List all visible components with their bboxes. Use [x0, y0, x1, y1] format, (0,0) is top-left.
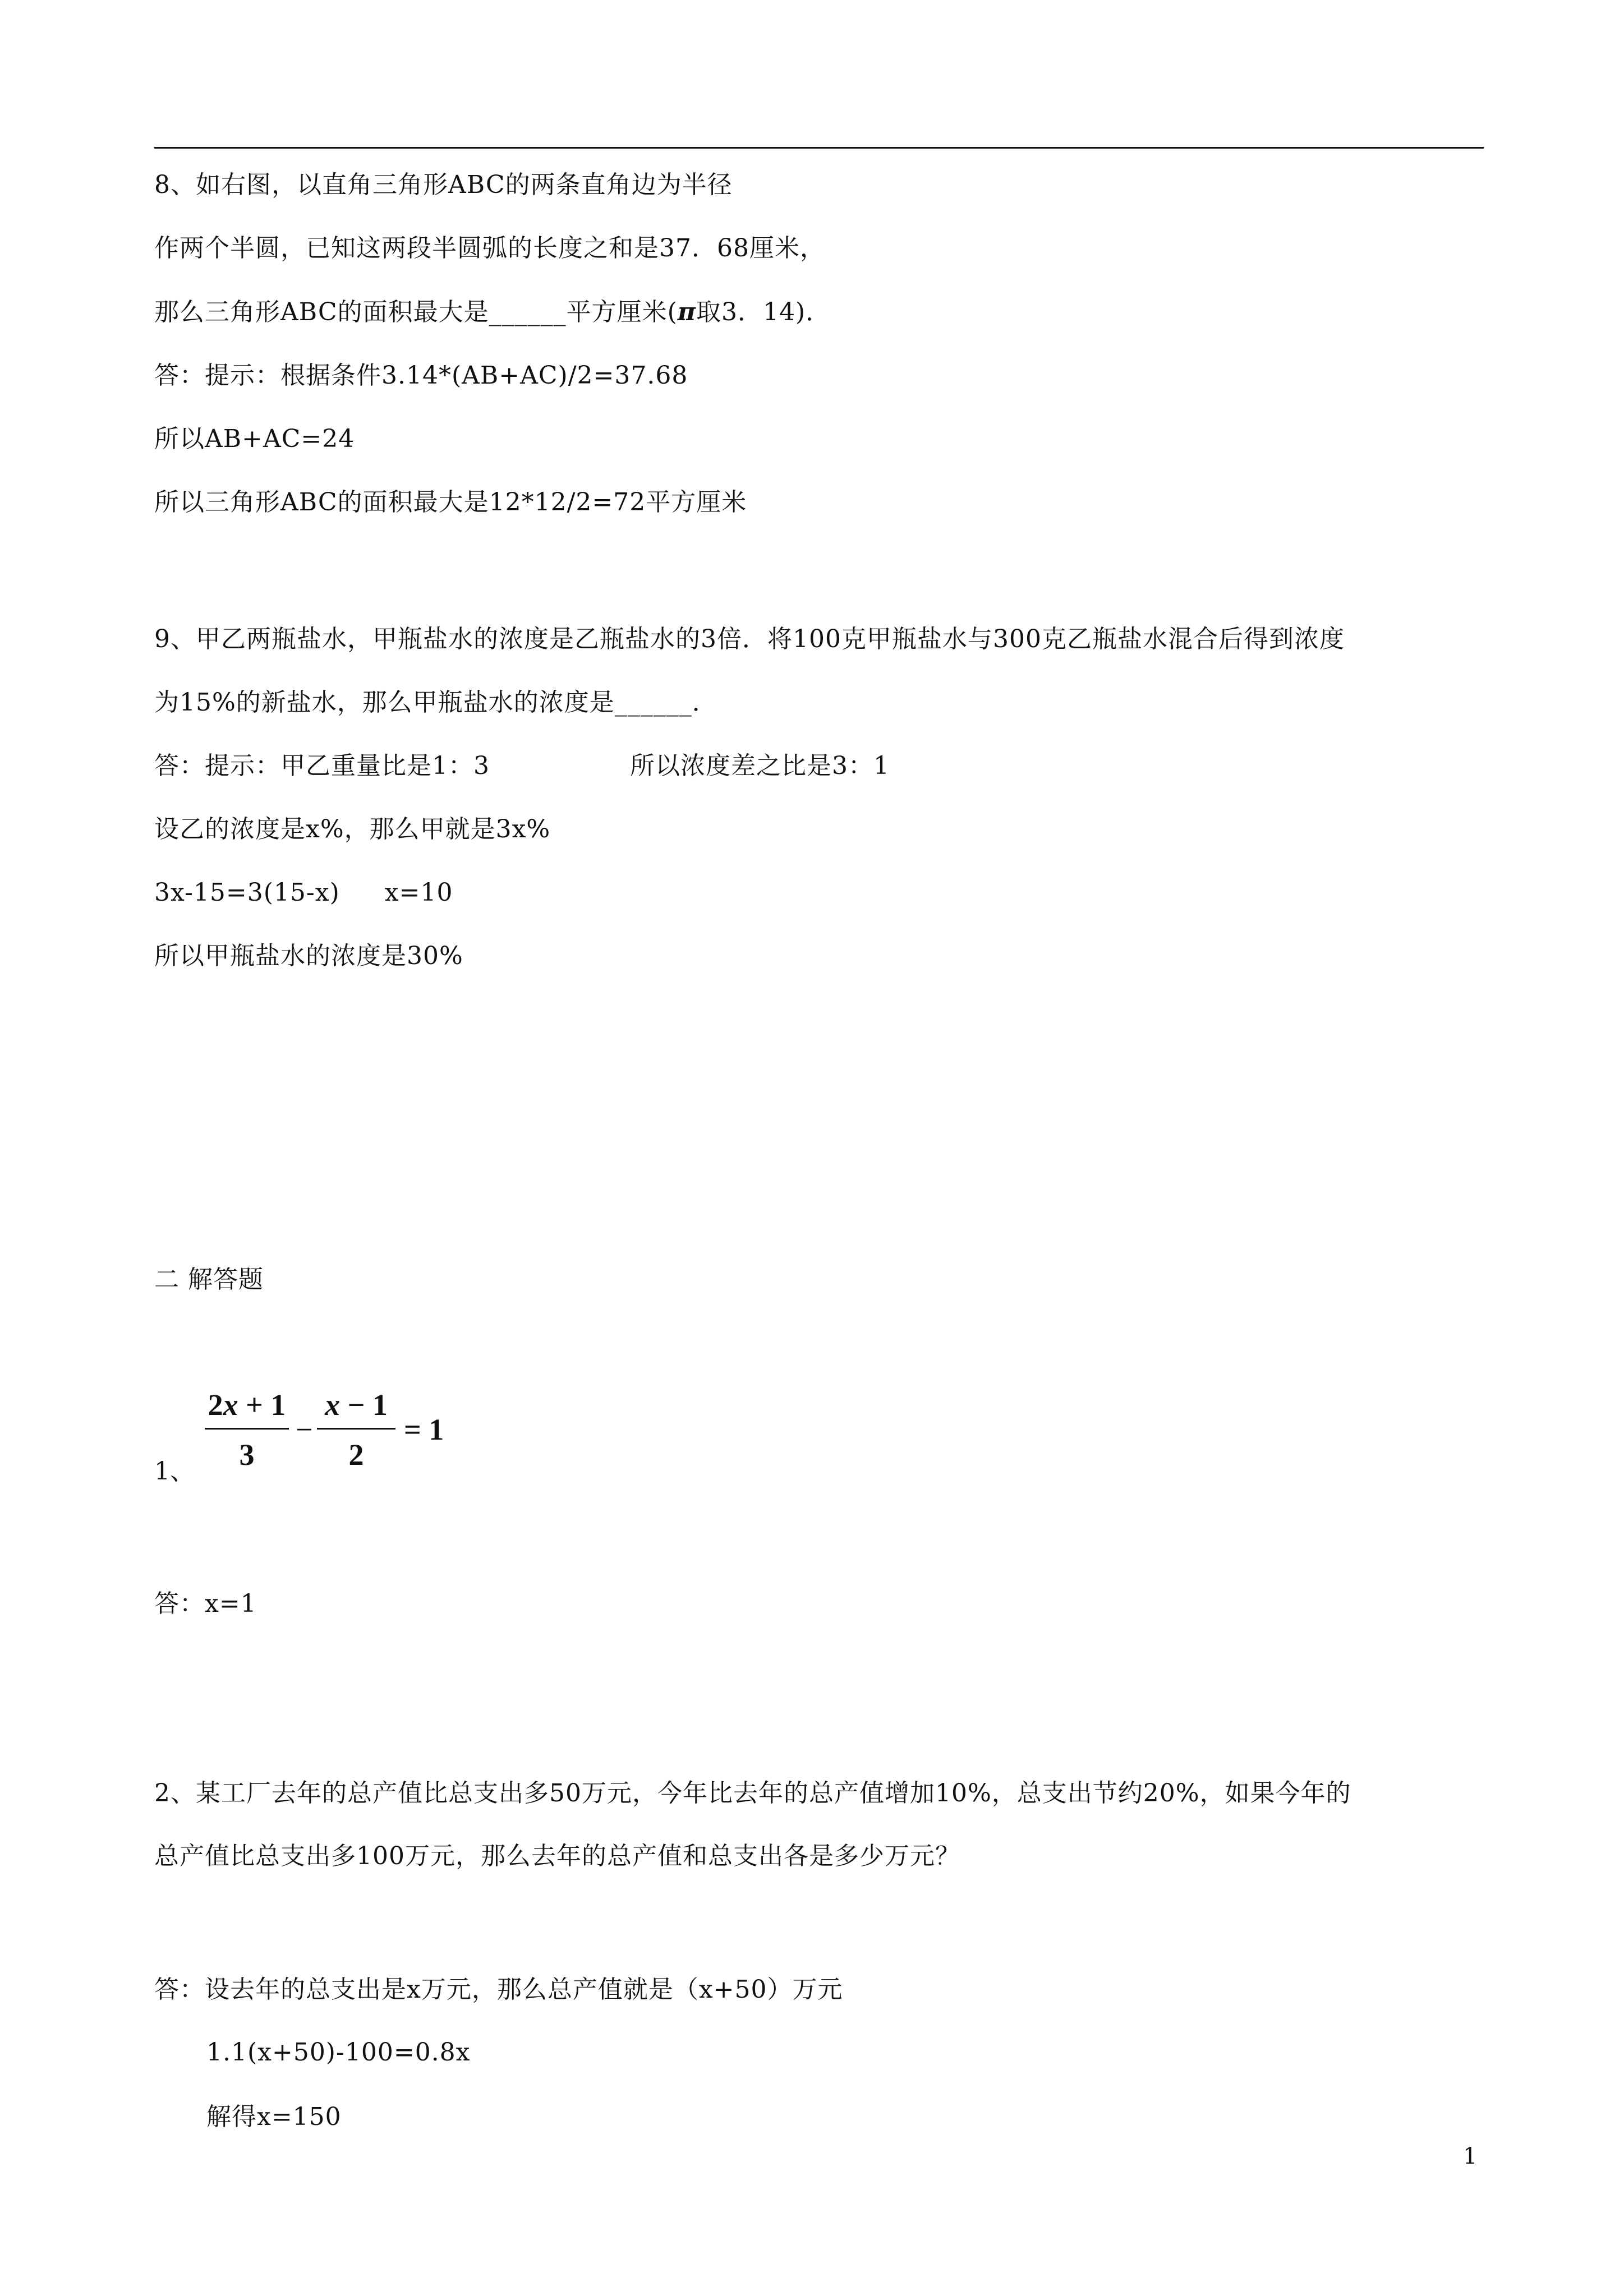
q9-answer-3a: 3x-15=3(15-x) [154, 878, 340, 907]
page-number: 1 [1463, 2143, 1478, 2169]
q8-answer-3: 所以三角形ABC的面积最大是12*12/2=72平方厘米 [154, 488, 747, 517]
fraction-1-bar [205, 1428, 289, 1430]
problem-1-answer: 答：x=1 [154, 1589, 257, 1618]
q9-line-1: 9、甲乙两瓶盐水，甲瓶盐水的浓度是乙瓶盐水的3倍．将100克甲瓶盐水与300克乙瓶盐水混合后得到浓度 [154, 625, 1345, 653]
q9-answer-3 [154, 876, 453, 910]
fraction-1-denominator: 3 [239, 1438, 255, 1472]
fraction-1 [205, 1385, 289, 1474]
problem-1-equation [154, 1385, 603, 1492]
q9-line-2: 为15%的新盐水，那么甲瓶盐水的浓度是______． [154, 688, 717, 717]
problem-1-label: 1、 [154, 1457, 195, 1486]
problem-2-answer-2: 1.1(x+50)-100=0.8x [206, 2038, 471, 2067]
q9-answer-4: 所以甲瓶盐水的浓度是30% [154, 942, 463, 970]
problem-2-answer-1: 答：设去年的总支出是x万元，那么总产值就是（x+50）万元 [154, 1975, 843, 2004]
problem-2-line-2: 总产值比总支出多100万元，那么去年的总产值和总支出各是多少万元？ [154, 1842, 960, 1870]
q8-line-3 [154, 296, 831, 329]
q8-line-3-post: 取3．14)． [696, 298, 831, 326]
q9-answer-2: 设乙的浓度是x%，那么甲就是3x% [154, 815, 551, 843]
problem-2-answer-3: 解得x=150 [206, 2103, 342, 2131]
fraction-2 [317, 1385, 395, 1474]
q9-answer-1b: 所以浓度差之比是3：1 [630, 751, 890, 780]
fraction-2-denominator: 2 [348, 1438, 364, 1472]
pi-symbol: π [677, 298, 696, 326]
q9-answer-3b: x=10 [384, 878, 453, 907]
q8-line-3-pre: 那么三角形ABC的面积最大是______平方厘米( [154, 298, 678, 326]
q8-answer-1: 答：提示：根据条件3.14*(AB+AC)/2=37.68 [154, 361, 688, 390]
q8-line-1: 8、如右图，以直角三角形ABC的两条直角边为半径 [154, 170, 733, 199]
minus-sign: − [296, 1413, 313, 1446]
problem-2-line-1: 2、某工厂去年的总产值比总支出多50万元，今年比去年的总产值增加10%，总支出节约20%，如果今年的 [154, 1779, 1351, 1808]
q9-answer-1 [154, 749, 890, 783]
fraction-2-numerator: x − 1 [325, 1388, 388, 1422]
equals-one: = 1 [404, 1413, 444, 1446]
section-heading: 二 解答题 [154, 1265, 264, 1294]
header-rule [154, 147, 1484, 149]
q8-answer-2: 所以AB+AC=24 [154, 425, 355, 453]
fraction-1-numerator: 2x + 1 [208, 1388, 286, 1422]
fraction-2-bar [317, 1428, 395, 1430]
q9-answer-1a: 答：提示：甲乙重量比是1：3 [154, 751, 490, 780]
q8-line-2: 作两个半圆，已知这两段半圆弧的长度之和是37．68厘米， [154, 234, 825, 262]
